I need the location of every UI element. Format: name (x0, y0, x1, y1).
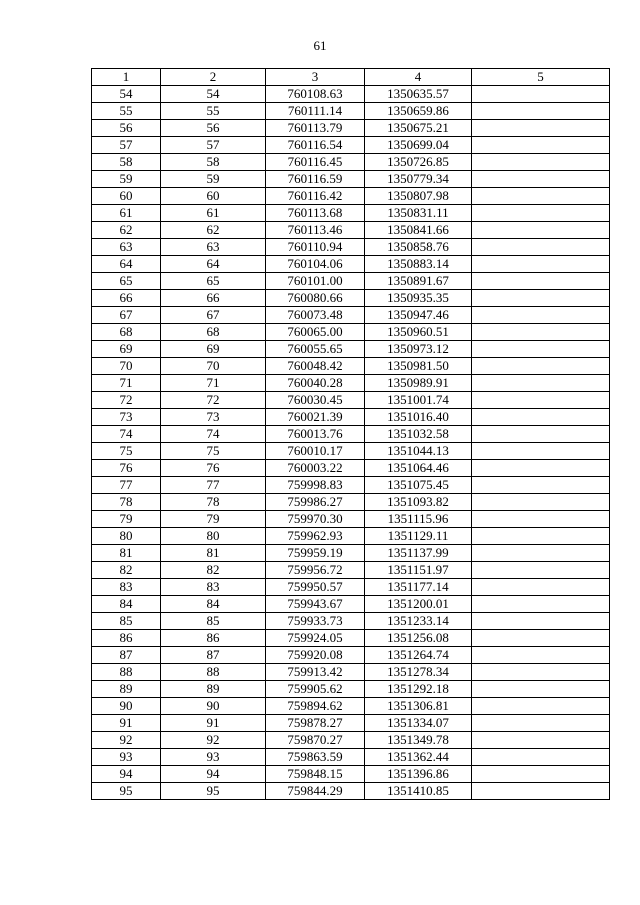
table-cell-col-3: 759986.27 (266, 494, 365, 511)
table-cell-col-3: 760040.28 (266, 375, 365, 392)
table-cell-col-5 (472, 341, 610, 358)
table-cell-col-4: 1350891.67 (365, 273, 472, 290)
table-cell-col-4: 1350635.57 (365, 86, 472, 103)
table-cell-col-4: 1350935.35 (365, 290, 472, 307)
table-row (92, 392, 610, 409)
table-cell-col-4: 1350947.46 (365, 307, 472, 324)
table-cell-col-4: 1350779.34 (365, 171, 472, 188)
table-cell-col-3: 759933.73 (266, 613, 365, 630)
table-cell-col-3: 760013.76 (266, 426, 365, 443)
table-cell-col-3: 759950.57 (266, 579, 365, 596)
table-row (92, 732, 610, 749)
table-cell-col-5 (472, 222, 610, 239)
table-cell-col-1: 55 (92, 103, 161, 120)
table-cell-col-5 (472, 545, 610, 562)
table-cell-col-5 (472, 681, 610, 698)
table-cell-col-5 (472, 392, 610, 409)
table-cell-col-3: 759920.08 (266, 647, 365, 664)
table-cell-col-3: 759970.30 (266, 511, 365, 528)
table-cell-col-1: 54 (92, 86, 161, 103)
table-cell-col-4: 1351064.46 (365, 460, 472, 477)
table-cell-col-1: 78 (92, 494, 161, 511)
table-cell-col-4: 1350989.91 (365, 375, 472, 392)
table-row (92, 307, 610, 324)
table-cell-col-5 (472, 239, 610, 256)
table-cell-col-3: 759956.72 (266, 562, 365, 579)
table-cell-col-5 (472, 426, 610, 443)
table-cell-col-3: 759962.93 (266, 528, 365, 545)
table-cell-col-2: 87 (161, 647, 266, 664)
table-cell-col-5 (472, 120, 610, 137)
table-cell-col-1: 89 (92, 681, 161, 698)
table-cell-col-5 (472, 205, 610, 222)
table-cell-col-2: 70 (161, 358, 266, 375)
table-cell-col-2: 92 (161, 732, 266, 749)
column-header-3: 3 (266, 69, 365, 86)
table-cell-col-3: 760111.14 (266, 103, 365, 120)
table-cell-col-5 (472, 715, 610, 732)
table-cell-col-3: 759924.05 (266, 630, 365, 647)
table-cell-col-1: 95 (92, 783, 161, 800)
table-cell-col-2: 91 (161, 715, 266, 732)
table-cell-col-5 (472, 511, 610, 528)
table-cell-col-4: 1351292.18 (365, 681, 472, 698)
table-cell-col-2: 68 (161, 324, 266, 341)
table-cell-col-2: 74 (161, 426, 266, 443)
table-cell-col-2: 72 (161, 392, 266, 409)
table-cell-col-5 (472, 273, 610, 290)
table-cell-col-5 (472, 596, 610, 613)
table-row (92, 783, 610, 800)
table-cell-col-3: 760116.45 (266, 154, 365, 171)
table-cell-col-4: 1351151.97 (365, 562, 472, 579)
table-cell-col-3: 760104.06 (266, 256, 365, 273)
table-cell-col-1: 94 (92, 766, 161, 783)
table-cell-col-5 (472, 103, 610, 120)
table-cell-col-5 (472, 171, 610, 188)
table-cell-col-4: 1350675.21 (365, 120, 472, 137)
table-cell-col-5 (472, 766, 610, 783)
table-cell-col-2: 88 (161, 664, 266, 681)
table-row (92, 358, 610, 375)
table-cell-col-1: 93 (92, 749, 161, 766)
table-row (92, 613, 610, 630)
column-header-4: 4 (365, 69, 472, 86)
table-cell-col-1: 83 (92, 579, 161, 596)
table-cell-col-5 (472, 579, 610, 596)
table-cell-col-2: 59 (161, 171, 266, 188)
table-row (92, 154, 610, 171)
table-cell-col-3: 760116.42 (266, 188, 365, 205)
table-cell-col-4: 1351334.07 (365, 715, 472, 732)
table-cell-col-2: 81 (161, 545, 266, 562)
table-cell-col-4: 1351044.13 (365, 443, 472, 460)
table-cell-col-3: 760080.66 (266, 290, 365, 307)
page-number: 61 (313, 38, 327, 53)
table-cell-col-1: 85 (92, 613, 161, 630)
table-row (92, 766, 610, 783)
table-row (92, 256, 610, 273)
table-cell-col-2: 63 (161, 239, 266, 256)
table-cell-col-2: 76 (161, 460, 266, 477)
table-cell-col-2: 83 (161, 579, 266, 596)
table-cell-col-3: 760055.65 (266, 341, 365, 358)
table-cell-col-5 (472, 460, 610, 477)
table-cell-col-1: 72 (92, 392, 161, 409)
table-cell-col-3: 759998.83 (266, 477, 365, 494)
table-cell-col-2: 67 (161, 307, 266, 324)
table-header-row (92, 69, 610, 86)
table-cell-col-5 (472, 562, 610, 579)
table-cell-col-4: 1351001.74 (365, 392, 472, 409)
table-cell-col-4: 1350960.51 (365, 324, 472, 341)
table-cell-col-1: 76 (92, 460, 161, 477)
table-row (92, 171, 610, 188)
table-cell-col-3: 760113.79 (266, 120, 365, 137)
table-cell-col-4: 1350831.11 (365, 205, 472, 222)
table-cell-col-5 (472, 698, 610, 715)
table-cell-col-2: 54 (161, 86, 266, 103)
table-cell-col-3: 760101.00 (266, 273, 365, 290)
table-cell-col-2: 90 (161, 698, 266, 715)
column-header-1: 1 (92, 69, 161, 86)
table-cell-col-3: 759905.62 (266, 681, 365, 698)
table-row (92, 460, 610, 477)
table-row (92, 562, 610, 579)
table-cell-col-2: 93 (161, 749, 266, 766)
table-cell-col-2: 71 (161, 375, 266, 392)
table-row (92, 341, 610, 358)
table-cell-col-5 (472, 86, 610, 103)
table-cell-col-3: 759863.59 (266, 749, 365, 766)
table-cell-col-3: 760030.45 (266, 392, 365, 409)
table-cell-col-1: 74 (92, 426, 161, 443)
table-row (92, 579, 610, 596)
column-header-2: 2 (161, 69, 266, 86)
table-cell-col-5 (472, 664, 610, 681)
table-row (92, 409, 610, 426)
table-row (92, 596, 610, 613)
table-cell-col-4: 1350699.04 (365, 137, 472, 154)
table-cell-col-4: 1350858.76 (365, 239, 472, 256)
table-row (92, 647, 610, 664)
table-cell-col-4: 1351362.44 (365, 749, 472, 766)
table-cell-col-2: 95 (161, 783, 266, 800)
table-cell-col-1: 62 (92, 222, 161, 239)
table-row (92, 103, 610, 120)
table-cell-col-2: 64 (161, 256, 266, 273)
table-cell-col-5 (472, 324, 610, 341)
table-cell-col-3: 760048.42 (266, 358, 365, 375)
table-cell-col-3: 759913.42 (266, 664, 365, 681)
table-cell-col-4: 1350973.12 (365, 341, 472, 358)
table-cell-col-5 (472, 783, 610, 800)
table-cell-col-1: 92 (92, 732, 161, 749)
table-cell-col-4: 1351137.99 (365, 545, 472, 562)
table-cell-col-3: 760116.59 (266, 171, 365, 188)
table-cell-col-3: 760003.22 (266, 460, 365, 477)
table-cell-col-2: 75 (161, 443, 266, 460)
table-cell-col-3: 759959.19 (266, 545, 365, 562)
table-cell-col-4: 1351264.74 (365, 647, 472, 664)
table-cell-col-1: 79 (92, 511, 161, 528)
table-cell-col-1: 68 (92, 324, 161, 341)
table-cell-col-4: 1350807.98 (365, 188, 472, 205)
table-cell-col-3: 760108.63 (266, 86, 365, 103)
table-row (92, 222, 610, 239)
table-cell-col-5 (472, 443, 610, 460)
table-cell-col-5 (472, 477, 610, 494)
table-cell-col-1: 82 (92, 562, 161, 579)
table-cell-col-1: 61 (92, 205, 161, 222)
table-cell-col-4: 1351200.01 (365, 596, 472, 613)
table-cell-col-1: 73 (92, 409, 161, 426)
table-cell-col-5 (472, 290, 610, 307)
table-cell-col-5 (472, 613, 610, 630)
table-cell-col-5 (472, 375, 610, 392)
table-row (92, 375, 610, 392)
table-cell-col-2: 80 (161, 528, 266, 545)
table-cell-col-2: 77 (161, 477, 266, 494)
table-row (92, 715, 610, 732)
table-cell-col-3: 759844.29 (266, 783, 365, 800)
table-cell-col-2: 89 (161, 681, 266, 698)
table-cell-col-5 (472, 358, 610, 375)
table-cell-col-3: 759848.15 (266, 766, 365, 783)
table-cell-col-2: 60 (161, 188, 266, 205)
table-cell-col-2: 66 (161, 290, 266, 307)
coordinates-table (91, 68, 610, 800)
table-cell-col-1: 63 (92, 239, 161, 256)
table-row (92, 205, 610, 222)
table-cell-col-4: 1351278.34 (365, 664, 472, 681)
table-row (92, 545, 610, 562)
table-cell-col-4: 1351032.58 (365, 426, 472, 443)
table-cell-col-1: 67 (92, 307, 161, 324)
table-cell-col-5 (472, 307, 610, 324)
table-row (92, 511, 610, 528)
table-cell-col-1: 58 (92, 154, 161, 171)
table-cell-col-2: 55 (161, 103, 266, 120)
table-cell-col-1: 86 (92, 630, 161, 647)
table-row (92, 443, 610, 460)
table-row (92, 494, 610, 511)
table-cell-col-3: 760065.00 (266, 324, 365, 341)
table-cell-col-2: 61 (161, 205, 266, 222)
table-cell-col-3: 760116.54 (266, 137, 365, 154)
table-row (92, 137, 610, 154)
table-cell-col-5 (472, 749, 610, 766)
table-cell-col-5 (472, 409, 610, 426)
table-cell-col-4: 1351410.85 (365, 783, 472, 800)
table-cell-col-1: 70 (92, 358, 161, 375)
table-cell-col-5 (472, 647, 610, 664)
table-cell-col-1: 75 (92, 443, 161, 460)
table-cell-col-1: 57 (92, 137, 161, 154)
table-cell-col-4: 1351115.96 (365, 511, 472, 528)
table-row (92, 630, 610, 647)
table-cell-col-1: 88 (92, 664, 161, 681)
table-cell-col-4: 1351093.82 (365, 494, 472, 511)
table-cell-col-4: 1350883.14 (365, 256, 472, 273)
table-cell-col-2: 56 (161, 120, 266, 137)
table-cell-col-3: 760113.68 (266, 205, 365, 222)
column-header-5: 5 (472, 69, 610, 86)
table-row (92, 477, 610, 494)
table-cell-col-1: 77 (92, 477, 161, 494)
table-cell-col-4: 1351075.45 (365, 477, 472, 494)
table-cell-col-3: 760021.39 (266, 409, 365, 426)
table-cell-col-2: 79 (161, 511, 266, 528)
table-cell-col-2: 78 (161, 494, 266, 511)
table-cell-col-2: 82 (161, 562, 266, 579)
table-row (92, 86, 610, 103)
table-cell-col-4: 1350726.85 (365, 154, 472, 171)
table-row (92, 426, 610, 443)
table-cell-col-1: 91 (92, 715, 161, 732)
table-cell-col-4: 1351396.86 (365, 766, 472, 783)
table-cell-col-1: 87 (92, 647, 161, 664)
table-cell-col-2: 85 (161, 613, 266, 630)
table-cell-col-2: 62 (161, 222, 266, 239)
table-cell-col-1: 90 (92, 698, 161, 715)
table-row (92, 324, 610, 341)
table-row (92, 290, 610, 307)
table-cell-col-4: 1350659.86 (365, 103, 472, 120)
table-cell-col-1: 80 (92, 528, 161, 545)
table-cell-col-5 (472, 137, 610, 154)
table-row (92, 681, 610, 698)
table-cell-col-4: 1350981.50 (365, 358, 472, 375)
table-cell-col-1: 69 (92, 341, 161, 358)
table-cell-col-3: 760110.94 (266, 239, 365, 256)
table-cell-col-1: 66 (92, 290, 161, 307)
table-row (92, 528, 610, 545)
table-cell-col-1: 71 (92, 375, 161, 392)
table-cell-col-4: 1351256.08 (365, 630, 472, 647)
table-row (92, 273, 610, 290)
table-cell-col-4: 1351233.14 (365, 613, 472, 630)
table-cell-col-1: 59 (92, 171, 161, 188)
table-cell-col-2: 84 (161, 596, 266, 613)
table-cell-col-5 (472, 188, 610, 205)
table-row (92, 664, 610, 681)
table-cell-col-3: 759894.62 (266, 698, 365, 715)
table-cell-col-2: 57 (161, 137, 266, 154)
table-row (92, 120, 610, 137)
table-cell-col-4: 1351349.78 (365, 732, 472, 749)
table-cell-col-5 (472, 494, 610, 511)
table-row (92, 698, 610, 715)
table-cell-col-3: 760113.46 (266, 222, 365, 239)
table-cell-col-5 (472, 154, 610, 171)
table-cell-col-2: 86 (161, 630, 266, 647)
table-cell-col-1: 64 (92, 256, 161, 273)
table-cell-col-1: 84 (92, 596, 161, 613)
table-cell-col-5 (472, 528, 610, 545)
table-cell-col-4: 1351306.81 (365, 698, 472, 715)
table-body (92, 86, 610, 800)
table-cell-col-1: 60 (92, 188, 161, 205)
table-cell-col-5 (472, 732, 610, 749)
table-row (92, 239, 610, 256)
table-cell-col-5 (472, 630, 610, 647)
table-cell-col-3: 759943.67 (266, 596, 365, 613)
table-cell-col-1: 65 (92, 273, 161, 290)
table-cell-col-4: 1350841.66 (365, 222, 472, 239)
table-row (92, 188, 610, 205)
table-cell-col-1: 56 (92, 120, 161, 137)
table-cell-col-4: 1351016.40 (365, 409, 472, 426)
table-cell-col-2: 73 (161, 409, 266, 426)
table-cell-col-3: 759878.27 (266, 715, 365, 732)
table-cell-col-3: 759870.27 (266, 732, 365, 749)
table-cell-col-1: 81 (92, 545, 161, 562)
table-cell-col-3: 760073.48 (266, 307, 365, 324)
table-cell-col-2: 58 (161, 154, 266, 171)
table-cell-col-3: 760010.17 (266, 443, 365, 460)
table-cell-col-2: 69 (161, 341, 266, 358)
table-cell-col-5 (472, 256, 610, 273)
table-cell-col-4: 1351177.14 (365, 579, 472, 596)
table-cell-col-2: 65 (161, 273, 266, 290)
table-cell-col-4: 1351129.11 (365, 528, 472, 545)
table-row (92, 749, 610, 766)
table-cell-col-2: 94 (161, 766, 266, 783)
